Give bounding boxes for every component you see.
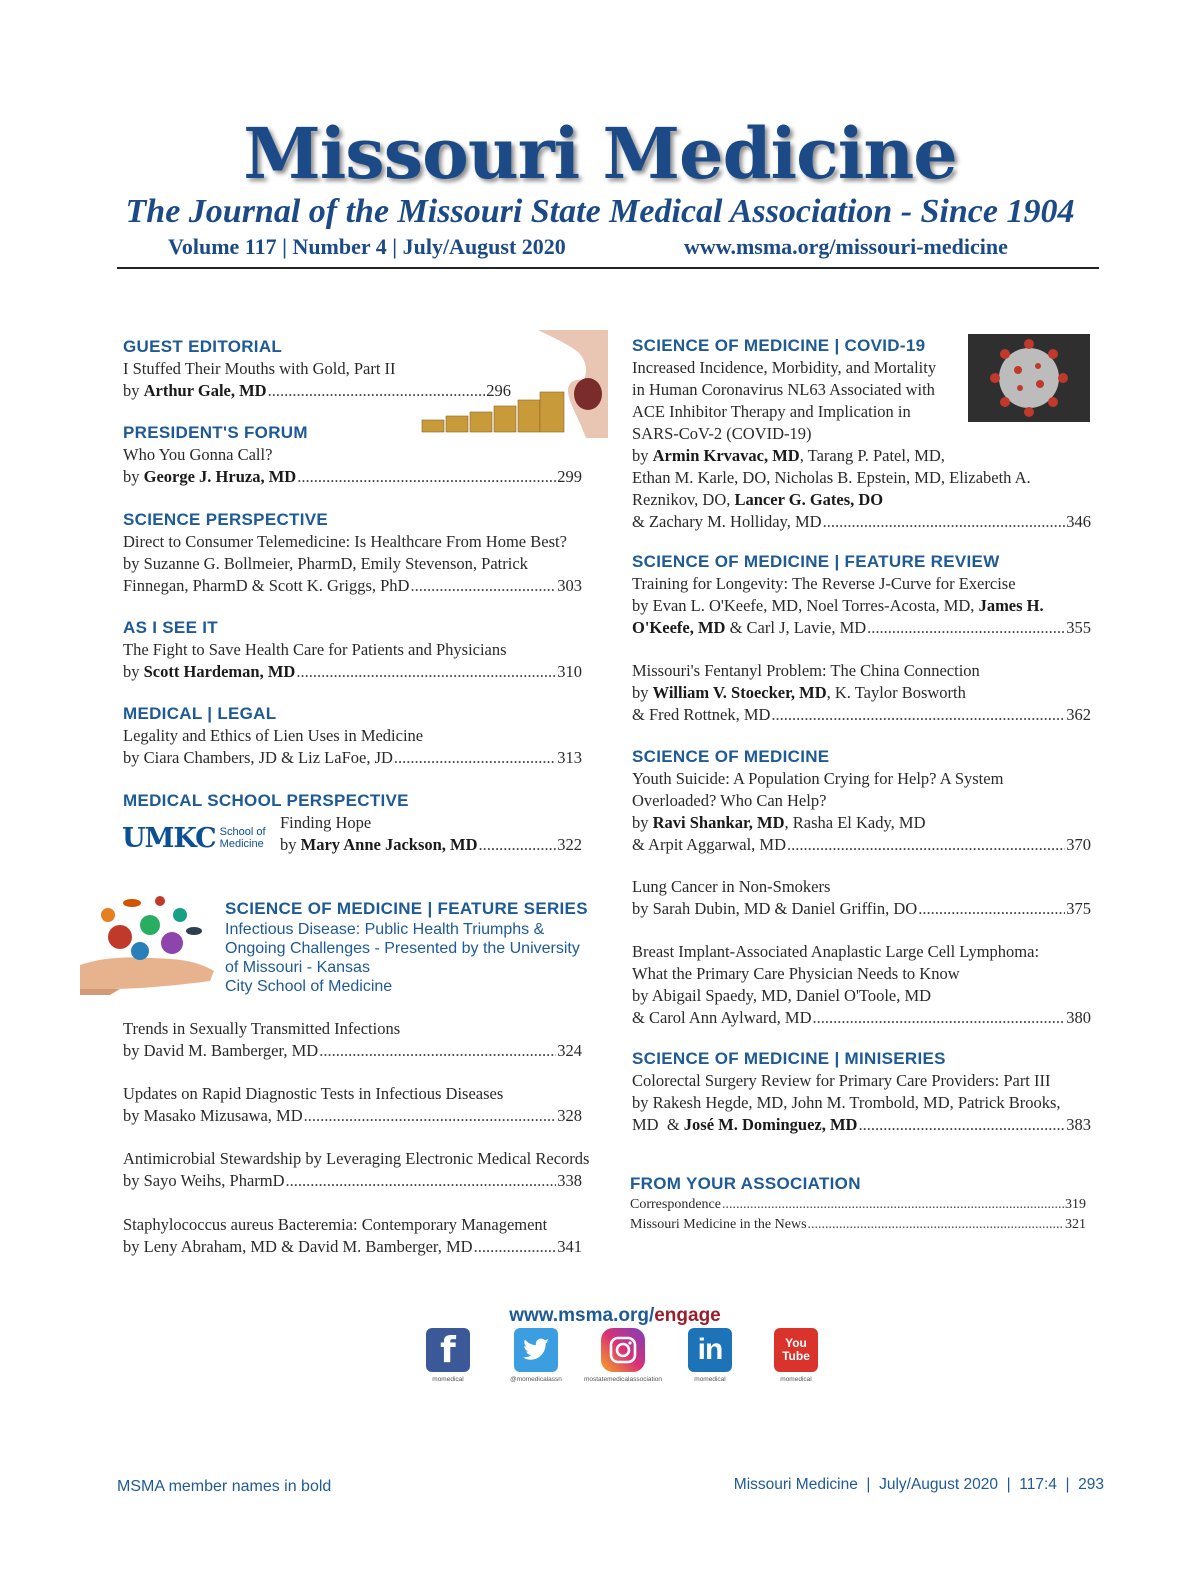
series-description: of Missouri - Kansas <box>225 959 370 976</box>
toc-entry[interactable] <box>123 575 582 597</box>
leader-dots <box>296 661 556 683</box>
social-handle: momedical <box>780 1376 812 1383</box>
umkc-logo <box>122 818 266 858</box>
feature-series-section <box>225 898 610 996</box>
article-title[interactable]: Breast Implant-Associated Anaplastic Large Cell Lymphoma: <box>632 942 1040 961</box>
page-number: 355 <box>1066 618 1091 637</box>
journal-title: Missouri Medicine <box>243 112 957 195</box>
authors-line: by Ciara Chambers, JD & Liz LaFoe, JD <box>123 748 393 767</box>
leader-dots <box>268 380 486 402</box>
series-description: Infectious Disease: Public Health Triumphs & <box>225 921 545 938</box>
article-title[interactable]: ACE Inhibitor Therapy and Implication in <box>632 402 911 421</box>
linkedin-icon[interactable]: in <box>688 1328 732 1372</box>
article-title: Correspondence <box>630 1197 721 1212</box>
author-bold: Lancer G. Gates, DO <box>734 490 884 509</box>
logo-sub: Medicine <box>219 838 264 850</box>
section-heading: AS I SEE IT <box>123 618 218 637</box>
toc-entry[interactable] <box>632 1007 1091 1029</box>
series-item-3 <box>123 1148 613 1192</box>
leader-dots <box>394 747 556 769</box>
author-bold: O'Keefe, MD <box>632 618 726 637</box>
article-title[interactable]: Updates on Rapid Diagnostic Tests in Infectious Diseases <box>123 1084 504 1103</box>
article-title[interactable]: Training for Longevity: The Reverse J-Curve for Exercise <box>632 574 1016 593</box>
author-bold: José M. Dominguez, MD <box>683 1115 858 1134</box>
series-item-4 <box>123 1214 608 1258</box>
lung-cancer-entry <box>632 876 1092 920</box>
facebook-icon[interactable]: f <box>426 1328 470 1372</box>
toc-entry[interactable] <box>123 1236 582 1258</box>
authors-line: MD & <box>632 1115 684 1134</box>
author-bold: James H. <box>978 596 1044 615</box>
series-item-1 <box>123 1018 608 1062</box>
issue-info: Volume 117 | Number 4 | July/August 2020 <box>168 234 566 259</box>
by-label: by <box>280 835 297 854</box>
social-facebook[interactable] <box>408 1328 488 1383</box>
page-number: 328 <box>557 1106 582 1125</box>
medical-legal-section <box>123 703 583 769</box>
social-instagram[interactable] <box>583 1328 663 1383</box>
article-title[interactable]: Staphylococcus aureus Bacteremia: Contemporary Management <box>123 1215 548 1234</box>
instagram-icon[interactable] <box>601 1328 645 1372</box>
leader-dots <box>722 1195 1064 1215</box>
page-number: 346 <box>1066 512 1091 531</box>
authors-line: & Fred Rottnek, MD <box>632 705 771 724</box>
article-title[interactable]: Who You Gonna Call? <box>123 445 273 464</box>
association-section <box>630 1173 1090 1235</box>
article-title[interactable]: The Fight to Save Health Care for Patients and Physicians <box>123 640 507 659</box>
page-number: 362 <box>1066 705 1091 724</box>
authors-line: by Evan L. O'Keefe, MD, Noel Torres-Acosta, MD, James H. <box>632 596 1044 615</box>
toc-entry[interactable] <box>280 834 582 856</box>
authors-line: Finnegan, PharmD & Scott K. Griggs, PhD <box>123 576 410 595</box>
toc-entry[interactable] <box>632 898 1091 920</box>
article-title[interactable]: Finding Hope <box>280 813 372 832</box>
leader-dots <box>286 1170 557 1192</box>
authors-line: & Arpit Aggarwal, MD <box>632 835 786 854</box>
by-label: by <box>123 381 140 400</box>
youtube-icon[interactable]: You Tube <box>774 1328 818 1372</box>
page-number: 313 <box>557 748 582 767</box>
presidents-forum-section <box>123 422 583 488</box>
leader-dots <box>297 466 556 488</box>
article-title[interactable]: SARS-CoV-2 (COVID-19) <box>632 424 812 443</box>
authors-line: & Carol Ann Aylward, MD <box>632 1008 812 1027</box>
science-perspective-section <box>123 509 603 597</box>
section-heading: SCIENCE OF MEDICINE | FEATURE SERIES <box>225 899 588 918</box>
journal-subtitle: The Journal of the Missouri State Medical Association - Since 1904 <box>125 193 1075 230</box>
article-title[interactable]: Youth Suicide: A Population Crying for Help? A System <box>632 769 1004 788</box>
leader-dots <box>410 575 556 597</box>
toc-entry[interactable] <box>632 704 1091 726</box>
fentanyl-entry <box>632 660 1092 726</box>
page-number: 370 <box>1066 835 1091 854</box>
article-title[interactable]: Missouri's Fentanyl Problem: The China Connection <box>632 661 980 680</box>
logo-sub: School of <box>219 826 266 838</box>
article-title[interactable]: Colorectal Surgery Review for Primary Care Providers: Part III <box>632 1071 1051 1090</box>
section-heading: SCIENCE OF MEDICINE | FEATURE REVIEW <box>632 552 1000 571</box>
authors-line: Ethan M. Karle, DO, Nicholas B. Epstein, MD, Elizabeth A. <box>632 468 1031 487</box>
author-bold: William V. Stoecker, MD <box>652 683 827 702</box>
leader-dots <box>479 834 557 856</box>
page-number: 322 <box>557 835 582 854</box>
by-label: by <box>123 467 140 486</box>
page-number: 299 <box>557 467 582 486</box>
authors-line: by Sayo Weihs, PharmD <box>123 1171 285 1190</box>
umkc-wordmark: UMKC <box>122 822 216 854</box>
authors-line: by Masako Mizusawa, MD <box>123 1106 303 1125</box>
page-number: 380 <box>1066 1008 1091 1027</box>
authors-line: by Leny Abraham, MD & David M. Bamberger, MD <box>123 1237 473 1256</box>
social-youtube[interactable] <box>756 1328 836 1383</box>
author-bold: Ravi Shankar, MD <box>652 813 785 832</box>
authors-line: & Zachary M. Holliday, MD <box>632 512 822 531</box>
leader-dots <box>319 1040 556 1062</box>
section-heading: SCIENCE OF MEDICINE | MINISERIES <box>632 1049 946 1068</box>
toc-entry[interactable] <box>123 466 582 488</box>
microbes-hand-image <box>80 885 214 995</box>
twitter-icon[interactable] <box>514 1328 558 1372</box>
article-title[interactable]: Trends in Sexually Transmitted Infections <box>123 1019 401 1038</box>
leader-dots <box>771 704 1065 726</box>
leader-dots <box>867 617 1065 639</box>
science-of-medicine-section <box>632 746 1092 856</box>
social-handle: momedical <box>432 1376 464 1383</box>
article-title: Missouri Medicine in the News <box>630 1217 807 1232</box>
article-title[interactable]: Antimicrobial Stewardship by Leveraging Electronic Medical Records <box>123 1149 590 1168</box>
as-i-see-it-section <box>123 617 583 683</box>
page-number: 296 <box>486 381 511 400</box>
engage-link[interactable]: www.msma.org/engage <box>509 1305 721 1326</box>
leader-dots <box>813 1007 1066 1029</box>
section-heading: SCIENCE OF MEDICINE | COVID-19 <box>632 336 926 355</box>
leader-dots <box>787 834 1065 856</box>
article-title[interactable]: Lung Cancer in Non-Smokers <box>632 877 831 896</box>
article-title[interactable]: I Stuffed Their Mouths with Gold, Part II <box>123 359 396 378</box>
series-item-2 <box>123 1083 608 1127</box>
toc-entry[interactable] <box>123 1040 582 1062</box>
toc-entry[interactable] <box>632 511 1091 533</box>
authors-line: by Suzanne G. Bollmeier, PharmD, Emily Stevenson, Patrick <box>123 554 528 573</box>
section-heading: PRESIDENT'S FORUM <box>123 423 308 442</box>
leader-dots <box>918 898 1065 920</box>
social-handle: mostatemedicalassociation <box>583 1376 663 1383</box>
author-bold: George J. Hruza, MD <box>143 467 297 486</box>
guest-editorial-section <box>123 336 583 402</box>
leader-dots <box>304 1105 557 1127</box>
toc-entry[interactable] <box>632 834 1091 856</box>
breast-implant-entry <box>632 941 1092 1029</box>
authors-line: by William V. Stoecker, MD, K. Taylor Bosworth <box>632 683 966 702</box>
page-number: 319 <box>1065 1197 1086 1212</box>
toc-entry[interactable] <box>123 661 582 683</box>
leader-dots <box>823 511 1066 533</box>
author-bold: Mary Anne Jackson, MD <box>300 835 478 854</box>
authors-line: by Sarah Dubin, MD & Daniel Griffin, DO <box>632 899 918 918</box>
header-rule <box>117 267 1099 269</box>
social-handle: @momedicalassn <box>510 1376 562 1383</box>
authors-line: by Abigail Spaedy, MD, Daniel O'Toole, MD <box>632 986 932 1005</box>
article-title[interactable]: in Human Coronavirus NL63 Associated with <box>632 380 935 399</box>
article-title[interactable]: Overloaded? Who Can Help? <box>632 791 827 810</box>
series-description: City School of Medicine <box>225 978 393 995</box>
section-heading: GUEST EDITORIAL <box>123 337 283 356</box>
medical-school-section <box>123 790 593 812</box>
page-number: 321 <box>1065 1217 1086 1232</box>
section-heading: SCIENCE OF MEDICINE <box>632 747 830 766</box>
author-bold: Scott Hardeman, MD <box>143 662 296 681</box>
leader-dots <box>474 1236 557 1258</box>
section-heading: SCIENCE PERSPECTIVE <box>123 510 329 529</box>
toc-entry[interactable] <box>123 380 511 402</box>
toc-entry[interactable] <box>123 1105 582 1127</box>
author-bold: Armin Krvavac, MD <box>652 446 800 465</box>
section-heading: MEDICAL SCHOOL PERSPECTIVE <box>123 791 409 810</box>
page-number: 375 <box>1066 899 1091 918</box>
toc-entry[interactable] <box>123 1170 582 1192</box>
page-number: 310 <box>557 662 582 681</box>
page-number: 383 <box>1066 1115 1091 1134</box>
author-bold: Arthur Gale, MD <box>143 381 267 400</box>
social-handle: momedical <box>694 1376 726 1383</box>
toc-entry[interactable] <box>123 747 582 769</box>
authors-line: by David M. Bamberger, MD <box>123 1041 319 1060</box>
leader-dots <box>858 1114 1065 1136</box>
page-number: 324 <box>557 1041 582 1060</box>
page-number: 341 <box>557 1237 582 1256</box>
page-number: 303 <box>557 576 582 595</box>
social-twitter[interactable] <box>496 1328 576 1383</box>
section-heading: FROM YOUR ASSOCIATION <box>630 1174 861 1193</box>
toc-entry[interactable]: O'Keefe, MD & Carl J, Lavie, MD ..... 355 <box>632 617 1091 639</box>
toc-entry[interactable] <box>630 1195 1086 1215</box>
toc-entry[interactable] <box>630 1215 1086 1235</box>
page-number: 338 <box>557 1171 582 1190</box>
medical-school-entry <box>280 812 583 856</box>
section-heading: MEDICAL | LEGAL <box>123 704 277 723</box>
article-title[interactable]: What the Primary Care Physician Needs to Know <box>632 964 960 983</box>
authors-line: by Rakesh Hegde, MD, John M. Trombold, MD, Patrick Brooks, <box>632 1093 1061 1112</box>
miniseries-section <box>632 1048 1092 1136</box>
covid-section <box>632 335 1092 533</box>
feature-review-section <box>632 551 1092 639</box>
by-label: by <box>123 662 140 681</box>
leader-dots <box>808 1215 1064 1235</box>
article-title[interactable]: Direct to Consumer Telemedicine: Is Healthcare From Home Best? <box>123 532 567 551</box>
article-title[interactable]: Legality and Ethics of Lien Uses in Medicine <box>123 726 424 745</box>
series-description: Ongoing Challenges - Presented by the University <box>225 940 580 957</box>
article-title[interactable]: Increased Incidence, Morbidity, and Mortality <box>632 358 937 377</box>
journal-url[interactable]: www.msma.org/missouri-medicine <box>684 234 1008 259</box>
footer-page-info: Missouri Medicine | July/August 2020 | 117:4 | 293 <box>733 1476 1104 1493</box>
authors-line: by Ravi Shankar, MD, Rasha El Kady, MD <box>632 813 926 832</box>
social-linkedin[interactable] <box>670 1328 750 1383</box>
toc-entry[interactable] <box>632 1114 1091 1136</box>
footer-note: MSMA member names in bold <box>117 1478 332 1495</box>
authors-line: by Armin Krvavac, MD, Tarang P. Patel, MD, <box>632 446 945 465</box>
authors-line: Reznikov, DO, Lancer G. Gates, DO <box>632 490 884 509</box>
